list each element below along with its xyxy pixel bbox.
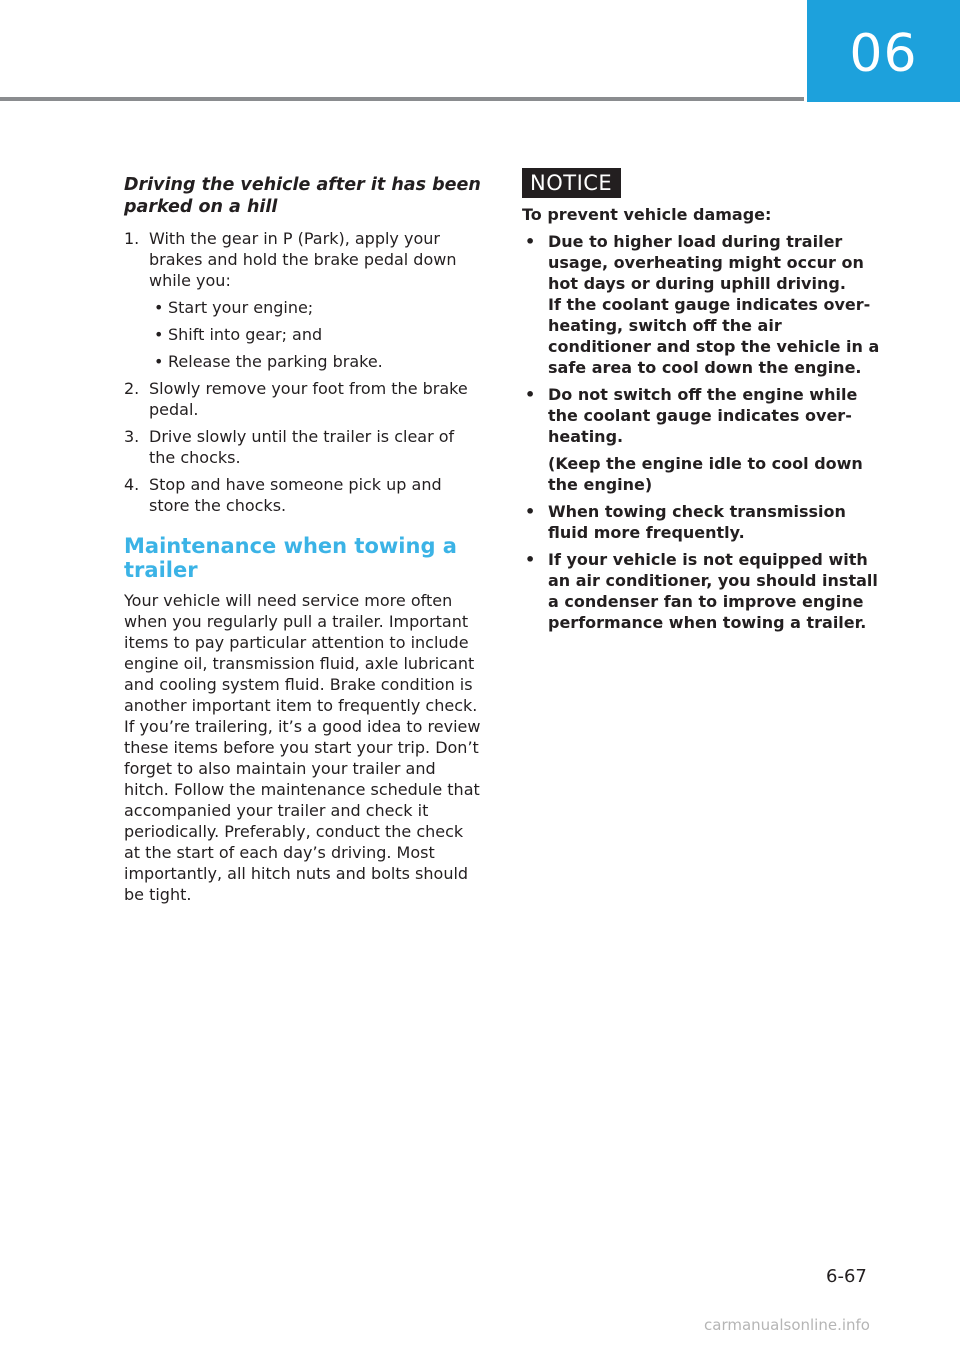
notice-list — [522, 231, 882, 633]
steps-list — [124, 228, 484, 516]
notice-item — [522, 501, 882, 543]
step-text: With the gear in P (Park), apply your brakes and hold the brake pedal down while you: — [149, 229, 457, 290]
bullet-dot-icon: • — [525, 385, 536, 404]
watermark-text: carmanualsonline.info — [704, 1316, 870, 1334]
page-number: 6-67 — [826, 1266, 867, 1287]
notice-item-text: If your vehicle is not equipped with an air conditioner, you should install a condenser fan to improve engine performance when towing a trailer. — [548, 550, 878, 632]
sub-bullet-item — [149, 324, 484, 345]
notice-item — [522, 231, 882, 378]
chapter-number: 06 — [849, 24, 918, 84]
notice-item-text: Do not switch off the engine while the coolant gauge indicates over-heating. — [548, 385, 858, 446]
step-text: Slowly remove your foot from the brake pedal. — [149, 379, 468, 419]
step-item — [124, 426, 484, 468]
maintenance-paragraph: Your vehicle will need service more often when you regularly pull a trailer. Important items to pay particular attention to include engine oil, transmission fluid, axle lubricant and cooling system fluid. Brake condition is another important item to frequently check. If you’re trailering, it’s a good idea to review these items before you start your trip. Don’t forget to also maintain your trailer and hitch. Follow the maintenance schedule that accompanied your trailer and check it periodically. Preferably, conduct the check at the start of each day’s driving. Most importantly, all hitch nuts and bolts should be tight. — [124, 591, 481, 904]
bullet-dot-icon: • — [525, 502, 536, 521]
step-item — [124, 228, 484, 372]
step-sub-bullets — [149, 297, 484, 372]
step-text: Stop and have someone pick up and store the chocks. — [149, 475, 442, 515]
notice-lead: To prevent vehicle damage: — [522, 205, 772, 224]
sub-bullet-text: Shift into gear; and — [168, 325, 323, 344]
step-number: 1. — [124, 229, 140, 248]
notice-badge: NOTICE — [522, 168, 621, 198]
right-column — [522, 168, 882, 639]
notice-item — [522, 384, 882, 495]
notice-item-text: Due to higher load during trailer usage, overheating might occur on hot days or during uphill driving. — [548, 232, 864, 293]
notice-item — [522, 549, 882, 633]
left-column — [124, 174, 484, 905]
sub-bullet-text: Start your engine; — [168, 298, 314, 317]
bullet-dot-icon: • — [525, 550, 536, 569]
chapter-tab — [807, 0, 960, 102]
step-text: Drive slowly until the trailer is clear of the chocks. — [149, 427, 455, 467]
bullet-dot-icon: • — [154, 352, 164, 371]
sub-bullet-text: Release the parking brake. — [168, 352, 383, 371]
header-rule — [0, 97, 804, 101]
bullet-dot-icon: • — [154, 325, 164, 344]
step-number: 4. — [124, 475, 140, 494]
notice-item-extra: If the coolant gauge indicates over-heating, switch off the air conditioner and stop the vehicle in a safe area to cool down the engine. — [548, 295, 880, 377]
hill-parking-subheading: Driving the vehicle after it has been parked on a hill — [124, 175, 481, 217]
notice-item-text: When towing check transmission fluid more frequently. — [548, 502, 846, 542]
step-number: 3. — [124, 427, 140, 446]
bullet-dot-icon: • — [154, 298, 164, 317]
step-item — [124, 474, 484, 516]
step-item — [124, 378, 484, 420]
sub-bullet-item — [149, 351, 484, 372]
notice-item-extra: (Keep the engine idle to cool down the engine) — [548, 454, 863, 494]
bullet-dot-icon: • — [525, 232, 536, 251]
sub-bullet-item — [149, 297, 484, 318]
step-number: 2. — [124, 379, 140, 398]
maintenance-section-heading: Maintenance when towing a trailer — [124, 534, 457, 582]
